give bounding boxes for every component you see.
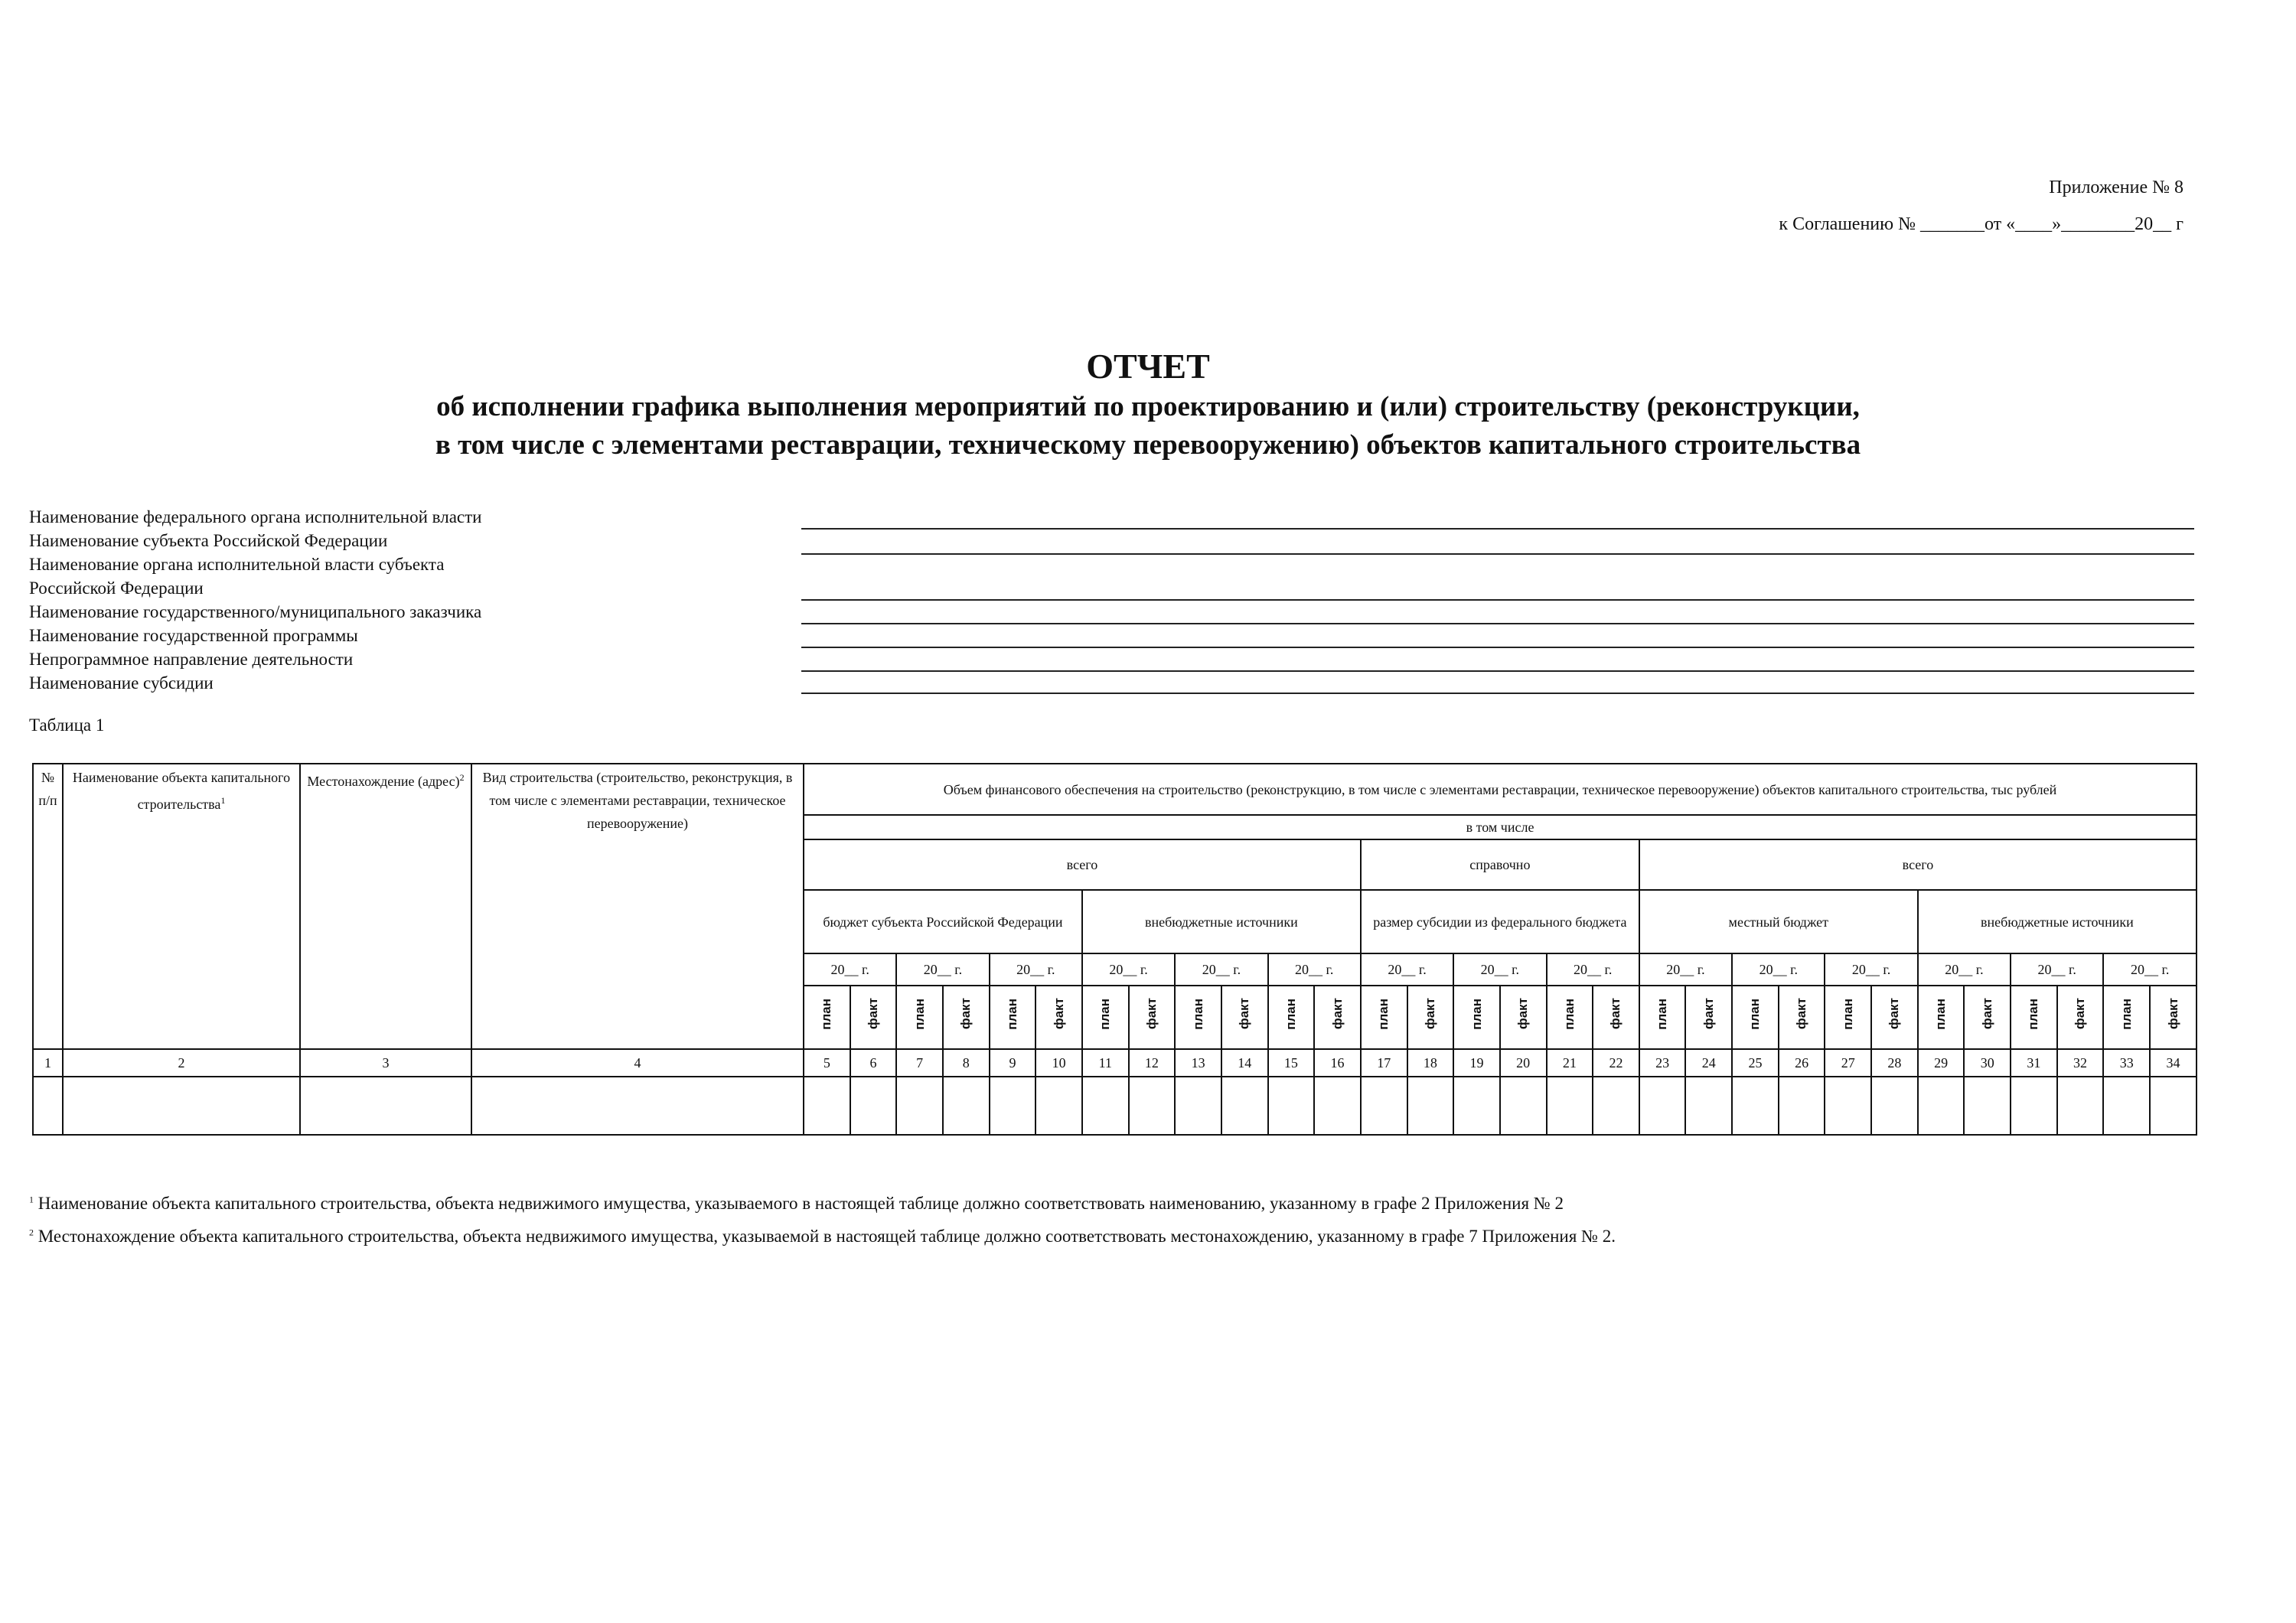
data-cell[interactable] <box>1175 1077 1221 1135</box>
header-fact-text: факт <box>865 998 880 1030</box>
column-number-text: 19 <box>1469 1055 1484 1071</box>
column-number <box>1268 1049 1315 1077</box>
footnote-2 <box>29 1227 1616 1247</box>
header-plan-text: план <box>1376 998 1391 1030</box>
field-input-line[interactable] <box>801 693 2194 694</box>
data-cell[interactable] <box>1453 1077 1500 1135</box>
header-plan-text: план <box>1004 998 1019 1030</box>
field-label: Российской Федерации <box>29 578 204 598</box>
header-finance <box>804 764 2197 815</box>
header-subgroup-text: внебюджетные источники <box>1981 914 2134 930</box>
header-year-text: 20__ г. <box>1109 962 1148 977</box>
header-year <box>1547 953 1639 986</box>
header-subgroup-text: местный бюджет <box>1728 914 1828 930</box>
header-year-text: 20__ г. <box>1759 962 1798 977</box>
column-number <box>1871 1049 1918 1077</box>
header-year-text: 20__ г. <box>2131 962 2170 977</box>
header-subgroup-text: внебюджетные источники <box>1145 914 1298 930</box>
data-cell[interactable] <box>990 1077 1036 1135</box>
header-plan <box>1082 986 1129 1049</box>
column-number <box>2150 1049 2197 1077</box>
header-fact-text: факт <box>2073 998 2088 1030</box>
header-fact <box>1035 986 1082 1049</box>
column-number <box>1453 1049 1500 1077</box>
field-input-line[interactable] <box>801 670 2194 672</box>
header-plan <box>1547 986 1593 1049</box>
header-group-text: всего <box>1902 857 1934 872</box>
header-plan <box>1732 986 1779 1049</box>
header-fact <box>1871 986 1918 1049</box>
header-year <box>896 953 989 986</box>
field-input-line[interactable] <box>801 553 2194 555</box>
data-cell[interactable] <box>1314 1077 1361 1135</box>
data-cell[interactable] <box>471 1077 804 1135</box>
column-number-text: 34 <box>2166 1055 2180 1071</box>
data-cell[interactable] <box>2011 1077 2057 1135</box>
column-number <box>2057 1049 2104 1077</box>
header-year-text: 20__ г. <box>2037 962 2076 977</box>
column-number-text: 1 <box>44 1055 51 1071</box>
column-number-text: 18 <box>1423 1055 1437 1071</box>
header-plan-text: план <box>912 998 927 1030</box>
appendix-label: Приложение № 8 <box>2049 178 2183 197</box>
column-number <box>1221 1049 1268 1077</box>
data-cell[interactable] <box>1361 1077 1407 1135</box>
header-fact <box>1221 986 1268 1049</box>
header-fact <box>2057 986 2104 1049</box>
column-number-text: 4 <box>634 1055 641 1071</box>
header-fact <box>943 986 990 1049</box>
footnote-1 <box>29 1194 1564 1214</box>
field-label: Непрограммное направление деятельности <box>29 650 354 669</box>
column-number <box>1035 1049 1082 1077</box>
data-cell[interactable] <box>804 1077 850 1135</box>
header-plan-text: план <box>819 998 834 1030</box>
header-year <box>1639 953 1732 986</box>
column-number-text: 27 <box>1841 1055 1855 1071</box>
column-number <box>1779 1049 1825 1077</box>
header-plan-text: план <box>1840 998 1855 1030</box>
header-fact <box>1964 986 2011 1049</box>
column-number-text: 24 <box>1701 1055 1716 1071</box>
field-label: Наименование государственного/муниципального заказчика <box>29 602 482 621</box>
header-plan-text: план <box>1561 998 1577 1030</box>
data-cell[interactable] <box>943 1077 990 1135</box>
header-fact-text: факт <box>958 998 974 1030</box>
agreement-reference: к Соглашению № _______от «____»________20__ г <box>1779 214 2183 234</box>
column-number <box>1175 1049 1221 1077</box>
header-year-text: 20__ г. <box>1388 962 1427 977</box>
header-plan-text: план <box>2118 998 2134 1030</box>
header-plan <box>1268 986 1315 1049</box>
header-construction-type-text: Вид строительства (строительство, реконструкция, в том числе с элементами реставрации, техническое перевооружение) <box>482 770 793 831</box>
header-address-text: Местонахождение (адрес) <box>307 774 460 789</box>
header-fact-text: факт <box>1422 998 1437 1030</box>
column-number <box>1593 1049 1639 1077</box>
column-number-text: 10 <box>1052 1055 1066 1071</box>
data-cell[interactable] <box>1685 1077 1732 1135</box>
header-num-text: № п/п <box>38 770 57 808</box>
column-number-text: 32 <box>2073 1055 2088 1071</box>
column-number-text: 14 <box>1238 1055 1252 1071</box>
header-plan <box>1453 986 1500 1049</box>
field-label: Наименование субсидии <box>29 673 214 693</box>
header-year-text: 20__ г. <box>1851 962 1891 977</box>
data-cell[interactable] <box>850 1077 897 1135</box>
header-year-text: 20__ г. <box>1202 962 1241 977</box>
header-fact <box>1129 986 1176 1049</box>
data-cell[interactable] <box>1825 1077 1871 1135</box>
data-cell[interactable] <box>2057 1077 2104 1135</box>
header-year-text: 20__ г. <box>1016 962 1055 977</box>
header-subgroup <box>1639 890 1918 953</box>
data-cell[interactable] <box>300 1077 471 1135</box>
header-fact-text: факт <box>1701 998 1716 1030</box>
header-fact-text: факт <box>1515 998 1531 1030</box>
header-finance-text: Объем финансового обеспечения на строительство (реконструкцию, в том числе с элементами реставрации, техническое перевооружение) объектов капитального строительства, тыс рублей <box>943 781 2057 797</box>
header-plan <box>896 986 943 1049</box>
column-number-text: 5 <box>823 1055 830 1071</box>
header-year <box>804 953 896 986</box>
column-number-text: 7 <box>916 1055 924 1071</box>
column-number <box>1825 1049 1871 1077</box>
header-year <box>1268 953 1361 986</box>
report-table <box>32 763 2197 1136</box>
field-label: Наименование федерального органа исполнительной власти <box>29 507 482 526</box>
column-number <box>1732 1049 1779 1077</box>
header-plan-text: план <box>1190 998 1205 1030</box>
header-year <box>1825 953 1917 986</box>
header-plan <box>804 986 850 1049</box>
data-cell[interactable] <box>1547 1077 1593 1135</box>
requisite-fields <box>29 505 482 695</box>
data-cell[interactable] <box>1639 1077 1686 1135</box>
header-plan-text: план <box>1283 998 1298 1030</box>
table-row <box>33 764 2197 815</box>
column-number <box>63 1049 300 1077</box>
field-label: Наименование государственной программы <box>29 626 358 645</box>
data-cell[interactable] <box>1129 1077 1176 1135</box>
header-fact <box>1685 986 1732 1049</box>
column-number <box>1964 1049 2011 1077</box>
column-number <box>471 1049 804 1077</box>
header-plan <box>2011 986 2057 1049</box>
column-number <box>850 1049 897 1077</box>
field-label: Наименование органа исполнительной власти субъекта <box>29 555 445 574</box>
data-cell[interactable] <box>1918 1077 1965 1135</box>
header-group <box>1361 839 1639 890</box>
header-fact <box>1593 986 1639 1049</box>
header-group-text: справочно <box>1469 857 1531 872</box>
header-subgroup <box>1918 890 2197 953</box>
column-number <box>990 1049 1036 1077</box>
column-number-text: 17 <box>1377 1055 1391 1071</box>
header-year <box>2103 953 2197 986</box>
column-number-text: 20 <box>1516 1055 1531 1071</box>
header-plan <box>1918 986 1965 1049</box>
header-subgroup <box>804 890 1082 953</box>
header-plan <box>1361 986 1407 1049</box>
column-number-text: 3 <box>382 1055 390 1071</box>
field-input-line[interactable] <box>801 647 2194 648</box>
column-number <box>1918 1049 1965 1077</box>
column-number <box>2011 1049 2057 1077</box>
header-subgroup <box>1082 890 1361 953</box>
column-number <box>1314 1049 1361 1077</box>
header-fact-text: факт <box>1794 998 1809 1030</box>
column-number <box>804 1049 850 1077</box>
data-cell[interactable] <box>33 1077 63 1135</box>
footnote-text: Наименование объекта капитального строительства, объекта недвижимого имущества, указываемого в настоящей таблице должно соответствовать наименованию, указанному в графе 2 Приложения № 2 <box>38 1194 1564 1213</box>
header-fact <box>1314 986 1361 1049</box>
table-caption: Таблица 1 <box>29 715 105 735</box>
column-number-text: 9 <box>1009 1055 1016 1071</box>
header-year <box>2011 953 2103 986</box>
header-year <box>1361 953 1453 986</box>
column-number <box>300 1049 471 1077</box>
header-address <box>300 764 471 1049</box>
header-year-text: 20__ г. <box>1573 962 1613 977</box>
data-cell[interactable] <box>1500 1077 1547 1135</box>
header-year <box>1175 953 1267 986</box>
header-plan-text: план <box>1097 998 1113 1030</box>
data-cell[interactable] <box>1964 1077 2011 1135</box>
header-year-text: 20__ г. <box>1480 962 1520 977</box>
header-fact-text: факт <box>1051 998 1066 1030</box>
table-row <box>33 1049 2197 1077</box>
header-year <box>990 953 1082 986</box>
header-plan-text: план <box>2026 998 2041 1030</box>
header-object-name <box>63 764 300 1049</box>
column-number <box>1500 1049 1547 1077</box>
data-cell[interactable] <box>1871 1077 1918 1135</box>
header-fact-text: факт <box>1329 998 1345 1030</box>
header-subgroup-text: размер субсидии из федерального бюджета <box>1373 914 1627 930</box>
data-cell[interactable] <box>1407 1077 1454 1135</box>
column-number-text: 30 <box>1980 1055 1994 1071</box>
header-year <box>1918 953 2011 986</box>
header-year <box>1082 953 1175 986</box>
header-construction-type <box>471 764 804 1049</box>
header-fact-text: факт <box>1608 998 1623 1030</box>
column-number <box>1639 1049 1686 1077</box>
header-year-text: 20__ г. <box>1295 962 1334 977</box>
footnote-mark: 2 <box>29 1227 34 1238</box>
header-plan <box>990 986 1036 1049</box>
header-group <box>1639 839 2197 890</box>
header-subgroup-text: бюджет субъекта Российской Федерации <box>823 914 1063 930</box>
footnote-ref: 1 <box>220 795 226 806</box>
column-number-text: 22 <box>1609 1055 1623 1071</box>
column-number-text: 6 <box>869 1055 877 1071</box>
data-cell[interactable] <box>1732 1077 1779 1135</box>
header-year-text: 20__ г. <box>923 962 963 977</box>
header-num <box>33 764 63 1049</box>
column-number-text: 12 <box>1144 1055 1159 1071</box>
column-number-text: 15 <box>1283 1055 1298 1071</box>
header-fact-text: факт <box>1237 998 1252 1030</box>
header-year-text: 20__ г. <box>830 962 869 977</box>
document-subtitle-line1: об исполнении графика выполнения мероприятий по проектированию и (или) строительству (реконструкции, <box>436 391 1860 422</box>
column-number-text: 21 <box>1562 1055 1577 1071</box>
column-number-text: 23 <box>1655 1055 1670 1071</box>
header-plan-text: план <box>1933 998 1949 1030</box>
column-number <box>1685 1049 1732 1077</box>
data-cell[interactable] <box>2103 1077 2150 1135</box>
column-number <box>1407 1049 1454 1077</box>
data-cell[interactable] <box>1268 1077 1315 1135</box>
header-year <box>1732 953 1825 986</box>
column-number <box>1082 1049 1129 1077</box>
data-cell[interactable] <box>1779 1077 1825 1135</box>
data-cell[interactable] <box>1221 1077 1268 1135</box>
field-input-line[interactable] <box>801 528 2194 530</box>
header-fact-text: факт <box>1979 998 1994 1030</box>
column-number-text: 25 <box>1748 1055 1763 1071</box>
header-fact-text: факт <box>2165 998 2180 1030</box>
column-number <box>943 1049 990 1077</box>
column-number-text: 26 <box>1795 1055 1809 1071</box>
header-group-text: всего <box>1066 857 1098 872</box>
header-year-text: 20__ г. <box>1945 962 1984 977</box>
field-input-line[interactable] <box>801 599 2194 601</box>
column-number-text: 31 <box>2027 1055 2041 1071</box>
header-object-name-text: Наименование объекта капитального строительства <box>72 770 291 812</box>
footnote-ref: 2 <box>459 772 465 783</box>
header-plan-text: план <box>1469 998 1484 1030</box>
header-including-text: в том числе <box>1466 820 1534 835</box>
header-plan-text: план <box>1747 998 1763 1030</box>
header-group <box>804 839 1361 890</box>
header-plan <box>1175 986 1221 1049</box>
data-cell[interactable] <box>2150 1077 2197 1135</box>
header-fact <box>2150 986 2197 1049</box>
column-number <box>1129 1049 1176 1077</box>
header-fact-text: факт <box>1143 998 1159 1030</box>
header-plan <box>2103 986 2150 1049</box>
header-plan-text: план <box>1655 998 1670 1030</box>
data-cell[interactable] <box>1593 1077 1639 1135</box>
header-including <box>804 815 2197 839</box>
field-input-line[interactable] <box>801 623 2194 624</box>
column-number-text: 13 <box>1191 1055 1205 1071</box>
table-row <box>33 1077 2197 1135</box>
footnote-mark: 1 <box>29 1194 34 1205</box>
data-cell[interactable] <box>1035 1077 1082 1135</box>
column-number-text: 29 <box>1934 1055 1949 1071</box>
document-subtitle-line2: в том числе с элементами реставрации, техническому перевооружению) объектов капитального строительства <box>435 429 1861 461</box>
column-number-text: 28 <box>1887 1055 1902 1071</box>
column-number-text: 2 <box>178 1055 185 1071</box>
column-number-text: 11 <box>1098 1055 1112 1071</box>
header-fact <box>1407 986 1454 1049</box>
header-subgroup <box>1361 890 1639 953</box>
column-number <box>33 1049 63 1077</box>
header-fact <box>850 986 897 1049</box>
column-number-text: 8 <box>962 1055 970 1071</box>
header-year-text: 20__ г. <box>1666 962 1705 977</box>
document-title: ОТЧЕТ <box>1086 347 1210 386</box>
data-cell[interactable] <box>1082 1077 1129 1135</box>
header-plan <box>1825 986 1871 1049</box>
header-year <box>1453 953 1546 986</box>
header-plan <box>1639 986 1686 1049</box>
column-number <box>896 1049 943 1077</box>
header-fact <box>1500 986 1547 1049</box>
data-cell[interactable] <box>63 1077 300 1135</box>
footnote-text: Местонахождение объекта капитального строительства, объекта недвижимого имущества, указываемой в настоящей таблице должно соответствовать местонахождению, указанному в графе 7 Приложения № 2. <box>38 1227 1616 1246</box>
header-fact <box>1779 986 1825 1049</box>
column-number-text: 33 <box>2119 1055 2134 1071</box>
column-number <box>2103 1049 2150 1077</box>
column-number <box>1547 1049 1593 1077</box>
column-number-text: 16 <box>1330 1055 1345 1071</box>
data-cell[interactable] <box>896 1077 943 1135</box>
column-number <box>1361 1049 1407 1077</box>
header-fact-text: факт <box>1887 998 1902 1030</box>
field-label: Наименование субъекта Российской Федерации <box>29 531 388 550</box>
